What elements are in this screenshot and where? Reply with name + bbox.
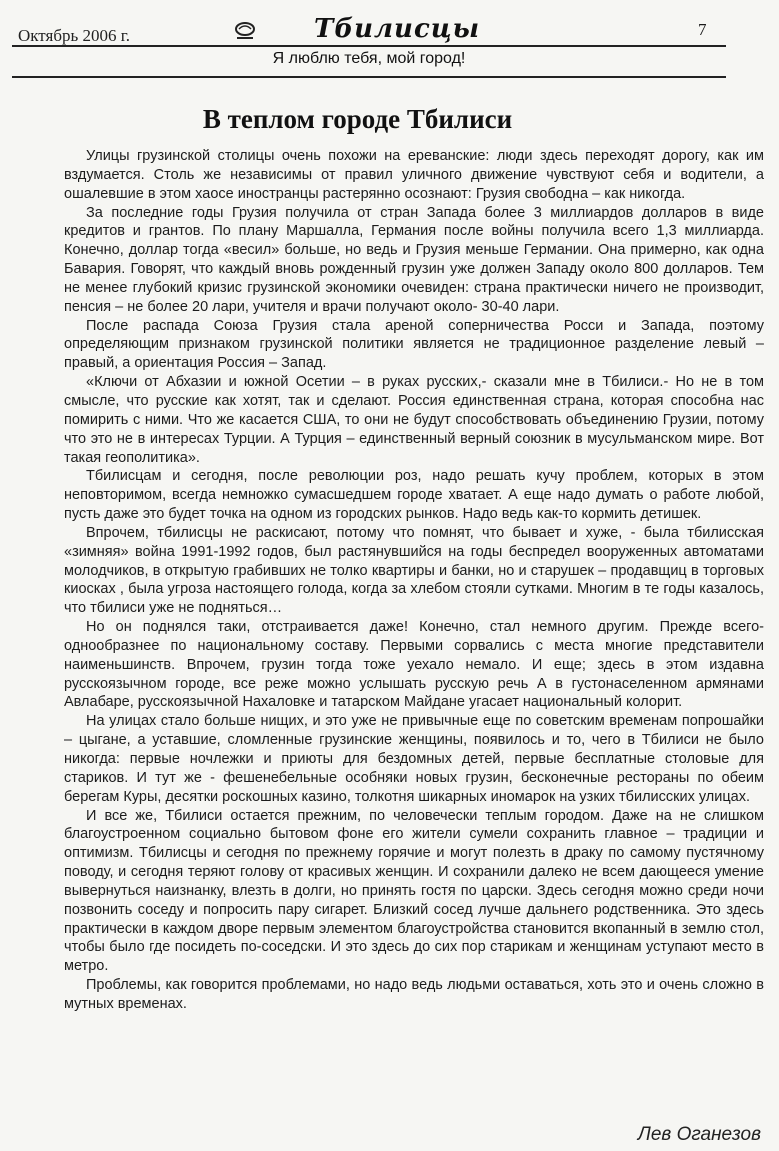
paragraph: Улицы грузинской столицы очень похожи на ереванские: люди здесь переходят дорогу, как им вздумается. Столь же независимы от правил уличного движение чувствуют себя и водители, а ошалевшие в этом хаосе иностранцы растерянно осознают: Грузия свободна – как никогда.: [64, 148, 764, 202]
paragraph: После распада Союза Грузия стала ареной соперничества Росси и Запада, поэтому определяющим признаком грузинской политики является не традиционное разделение левый – правый, а ориентация Россия – Запад.: [64, 317, 764, 372]
paragraph: На улицах стало больше нищих, и это уже не привычные еще по советским временам попрошайки – цыгане, а уставшие, сломленные грузинские женщины, появилось и то, чего в Тбилиси не было никогда: первые ночлежки и приюты для бездомных детей, первые бесплатные столовые для стариков. И тут же - фешенебельные особняки новых грузин, бесконечные рестораны по обеим берегам Куры, десятки роскошных казино, толкотня шикарных иномарок на узких тбилисских улицах.: [64, 713, 764, 805]
issue-date: Октябрь 2006 г.: [18, 26, 131, 45]
publication-title: Тбилисцы: [314, 14, 481, 44]
header-slogan: Я люблю тебя, мой город!: [272, 50, 466, 67]
paragraph: За последние годы Грузия получила от стран Запада более 3 миллиардов долларов в виде кредитов и грантов. По плану Маршалла, Германия после войны получила всего 1,3 миллиарда. Конечно, доллар тогда «весил» больше, но ведь и Грузия меньше Германии. Она примерно, как одна Бавария. Говорят, что каждый вновь рожденный грузин уже должен Западу около 800 долларов. Тем не менее глубокий кризис грузинской экономики очевиден: страна практически ничего не производит, пенсия – не более 20 лари, учителя и врачи получают около- 30-40 лари.: [64, 204, 764, 315]
paragraph: Впрочем, тбилисцы не раскисают, потому что помнят, что бывает и хуже, - была тбилисская «зимняя» война 1991-1992 годов, был растянувшийся на годы беспредел вооруженных автоматами молодчиков, в открытую грабивших не толко квартиры и банки, но и старушек – продавщиц в торговых киосках , была угроза настоящего голода, когда за хлебом стояли сутками. Многим в те годы казалось, что тбилиси уже не подняться…: [64, 524, 764, 617]
paragraph: И все же, Тбилиси остается прежним, по человечески теплым городом. Даже на не слишком благоустроенном социально бытовом фоне его жители сумели сохранить главное – традиции и оптимизм. Тбилисцы и сегодня по прежнему горячие и могут полезть в драку по самому пустячному поводу, и сегодня теряют голову от красивых женщин. И сохранили далеко не всем дающееся умение вывернуться наизнанку, влезть в долги, но принять гостя по царски. Здесь сегодня можно среди ночи позвонить соседу и попросить пару сигарет. Близкий сосед лучше дальнего родственника. Это здесь практически в каждом дворе первым элементом благоустройства становится вкопанный в землю стол, чтобы было где посидеть по-соседски. И это здесь до сих пор старикам и женщинам уступают место в метро.: [64, 807, 764, 975]
masthead: [12, 14, 722, 48]
article-title: В теплом городе Тбилиси: [202, 104, 513, 135]
page-number: 7: [698, 20, 707, 39]
header-rule-top: [12, 45, 726, 47]
header-rule-bottom: [12, 76, 726, 78]
paragraph: «Ключи от Абхазии и южной Осетии – в руках русских,- сказали мне в Тбилиси.- Но не в том смысле, что русские как хотят, так и сделают. Россия единственная страна, которая способна нас помирить с ними. Что же касается США, то они не будут способствовать объединению Грузии, потому что это не в интересах Турции. А Турция – единственный верный союзник в мусульманском мире. Вот такая геополитика».: [64, 374, 764, 466]
article-body: [64, 147, 764, 1014]
publication-logo-icon: [234, 20, 256, 42]
paragraph: Но он поднялся таки, отстраивается даже! Конечно, стал немного другим. Прежде всего- однообразнее по национальному составу. Первыми сорвались с места многие представители наименьшинств. Впрочем, грузин тогда тоже уехало немало. И еще; здесь в этом издавна русскоязычном городе, все реже можно услышать русскую речь А в густонаселенном армянами Авлабаре, русскоязычной Нахаловке и татарском Майдане угасает национальный колорит.: [64, 619, 764, 711]
paragraph: Тбилисцам и сегодня, после революции роз, надо решать кучу проблем, которых в этом неповторимом, всегда немножко сумасшедшем городе хватает. А еще надо думать о работе любой, пусть даже это будет точка на одном из городских рынков. Надо ведь как-то кормить детишек.: [64, 468, 764, 523]
paragraph: Проблемы, как говорится проблемами, но надо ведь людьми оставаться, хоть это и очень сложно в мутных временах.: [64, 977, 764, 1012]
article-author: Лев Оганезов: [637, 1124, 761, 1145]
